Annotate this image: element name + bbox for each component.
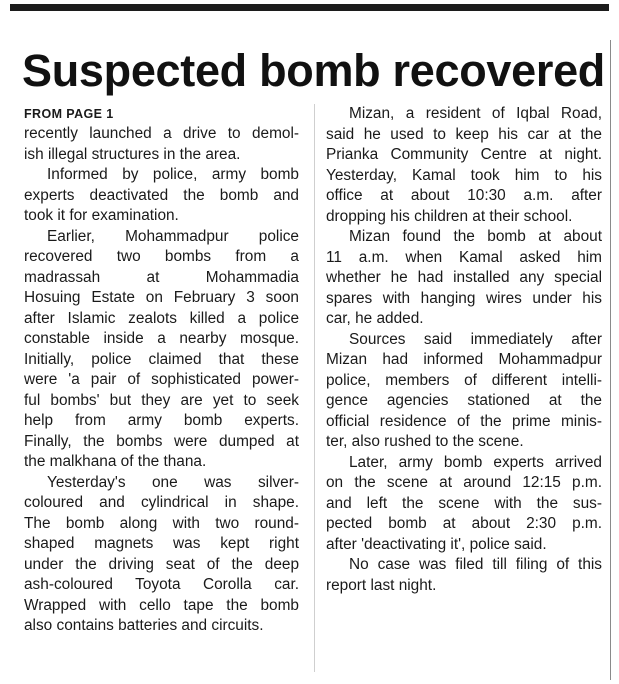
text-line: Hosuing Estate on February 3 soon bbox=[24, 289, 299, 306]
text-line: Sources said immediately after bbox=[349, 330, 602, 348]
text-line: police, members of different intelli- bbox=[326, 371, 602, 389]
text-line: said he used to keep his car at the bbox=[326, 125, 602, 143]
text-line: under the driving seat of the deep bbox=[24, 555, 299, 573]
text-line: car, he added. bbox=[326, 310, 424, 327]
top-rule bbox=[10, 4, 609, 11]
text-line: Finally, the bombs were dumped at bbox=[24, 432, 299, 450]
text-line: office at about 10:30 a.m. after bbox=[326, 187, 602, 204]
text-line: took it for examination. bbox=[24, 207, 179, 224]
text-line: coloured and cylindrical in shape. bbox=[24, 494, 299, 511]
text-line: Mizan, a resident of Iqbal Road, bbox=[349, 105, 602, 122]
paragraph bbox=[24, 227, 299, 473]
paragraph bbox=[326, 227, 602, 330]
text-line: on the scene at around 12:15 p.m. bbox=[326, 474, 602, 491]
text-line: pected bomb at about 2:30 p.m. bbox=[326, 515, 602, 532]
text-line: spares with hanging wires under his bbox=[326, 289, 602, 307]
text-line: gence agencies stationed at the bbox=[326, 392, 602, 409]
text-line: official residence of the prime minis- bbox=[326, 412, 602, 430]
text-line: ter, also rushed to the scene. bbox=[326, 433, 524, 450]
text-line: ish illegal structures in the area. bbox=[24, 145, 241, 163]
right-column-rule bbox=[610, 40, 611, 680]
text-line: Earlier, Mohammadpur police bbox=[47, 227, 299, 245]
text-line: dropping his children at their school. bbox=[326, 207, 573, 225]
text-line: the malkhana of the thana. bbox=[24, 453, 207, 470]
text-line: experts deactivated the bomb and bbox=[24, 186, 299, 204]
text-line: recently launched a drive to demol- bbox=[24, 125, 299, 142]
jump-label: FROM PAGE 1 bbox=[24, 107, 114, 121]
text-line: Mizan had informed Mohammadpur bbox=[326, 351, 602, 368]
paragraph bbox=[326, 555, 602, 596]
text-line: Mizan found the bomb at about bbox=[349, 228, 602, 245]
text-line: after Islamic zealots killed a police bbox=[24, 309, 299, 327]
text-line: shaped magnets was kept right bbox=[24, 535, 299, 552]
text-line: Yesterday, Kamal took him to his bbox=[326, 166, 602, 184]
text-line: and left the scene with the sus- bbox=[326, 494, 602, 512]
text-line: Yesterday's one was silver- bbox=[47, 473, 299, 491]
text-line: ash-coloured Toyota Corolla car. bbox=[24, 576, 299, 593]
text-line: whether he had installed any special bbox=[326, 269, 602, 286]
paragraph bbox=[24, 165, 299, 227]
text-line: madrassah at Mohammadia bbox=[24, 268, 299, 286]
text-line: Later, army bomb experts arrived bbox=[349, 453, 602, 471]
text-line: recovered two bombs from a bbox=[24, 248, 299, 265]
headline: Suspected bomb recovered bbox=[22, 45, 605, 96]
paragraph bbox=[326, 453, 602, 556]
column-divider bbox=[314, 104, 315, 672]
text-line: were 'a pair of sophisticated power- bbox=[24, 371, 299, 388]
text-line: ful bombs' but they are yet to seek bbox=[24, 391, 299, 409]
paragraph bbox=[24, 473, 299, 637]
text-line: The bomb along with two round- bbox=[24, 514, 299, 532]
text-line: Initially, police claimed that these bbox=[24, 350, 299, 368]
paragraph bbox=[24, 124, 299, 165]
left-column bbox=[24, 104, 299, 637]
text-line: report last night. bbox=[326, 576, 437, 594]
text-line: Prianka Community Centre at night. bbox=[326, 146, 602, 163]
right-column bbox=[326, 104, 602, 596]
text-line: Informed by police, army bomb bbox=[47, 166, 299, 183]
paragraph bbox=[326, 104, 602, 227]
text-line: help from army bomb experts. bbox=[24, 412, 299, 429]
text-line: 11 a.m. when Kamal asked him bbox=[326, 248, 602, 266]
text-line: also contains batteries and circuits. bbox=[24, 617, 264, 634]
text-line: after 'deactivating it', police said. bbox=[326, 535, 547, 553]
text-line: No case was filed till filing of this bbox=[349, 556, 602, 573]
text-line: Wrapped with cello tape the bomb bbox=[24, 596, 299, 614]
text-line: constable inside a nearby mosque. bbox=[24, 330, 299, 347]
paragraph bbox=[326, 330, 602, 453]
